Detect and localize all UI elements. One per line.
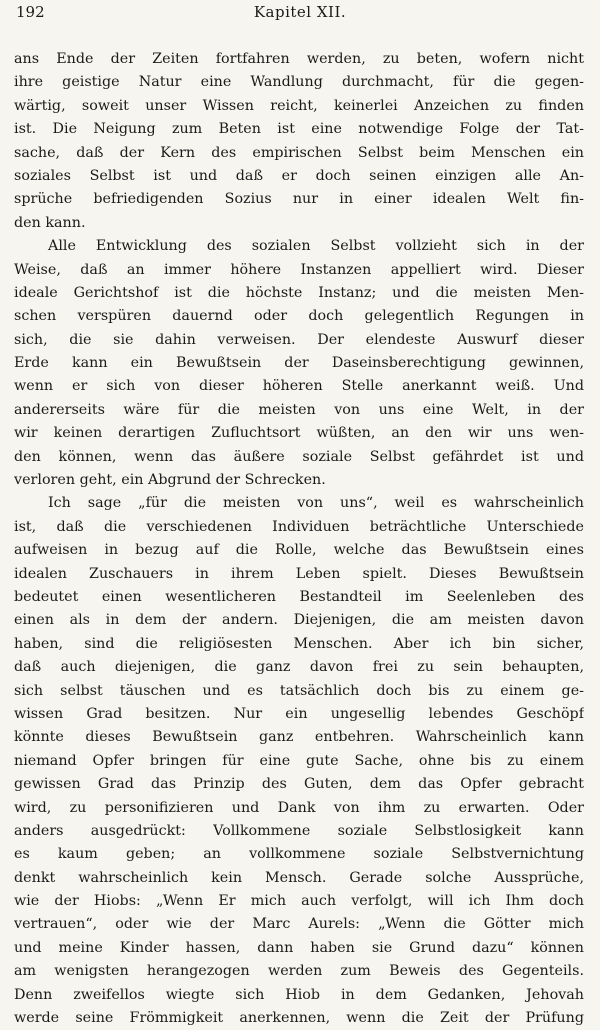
running-head: Kapitel XII. bbox=[253, 3, 347, 21]
text-line: gewissen Grad das Prinzip des Guten, dem das Opfer gebracht bbox=[14, 776, 584, 793]
body-text bbox=[14, 48, 584, 1030]
text-line: ideale Gerichtshof ist die höchste Instanz; und die meisten Men- bbox=[14, 284, 584, 301]
text-line: es kaum geben; an vollkommene soziale Selbstvernichtung bbox=[14, 846, 584, 863]
page-header bbox=[16, 3, 584, 25]
text-line: daß auch diejenigen, die ganz davon frei zu sein behaupten, bbox=[14, 659, 584, 676]
text-line: ist, daß die verschiedenen Individuen beträchtliche Unterschiede bbox=[14, 518, 584, 535]
text-line: Alle Entwicklung des sozialen Selbst vollzieht sich in der bbox=[48, 238, 584, 255]
text-line: wissen Grad besitzen. Nur ein ungesellig lebendes Geschöpf bbox=[14, 705, 584, 722]
text-line: einen als in dem der andern. Diejenigen, die am meisten davon bbox=[14, 612, 584, 629]
text-line: schen verspüren dauernd oder doch gelegentlich Regungen in bbox=[14, 308, 584, 325]
text-line: Weise, daß an immer höhere Instanzen appelliert wird. Dieser bbox=[14, 261, 584, 278]
text-line: am wenigsten herangezogen werden zum Beweis des Gegenteils. bbox=[14, 963, 584, 980]
text-line: wie der Hiobs: „Wenn Er mich auch verfolgt, will ich Ihm doch bbox=[14, 893, 584, 910]
text-line: sich, die sie dahin verweisen. Der elendeste Auswurf dieser bbox=[14, 331, 584, 348]
text-line: bedeutet einen wesentlicheren Bestandteil im Seelenleben des bbox=[14, 588, 584, 605]
text-line: wir keinen derartigen Zufluchtsort wüßten, an den wir uns wen- bbox=[14, 425, 584, 442]
text-line: sich selbst täuschen und es tatsächlich doch bis zu einem ge- bbox=[14, 682, 584, 699]
text-line: aufweisen in bezug auf die Rolle, welche das Bewußtsein eines bbox=[14, 542, 584, 559]
text-line: anders ausgedrückt: Vollkommene soziale Selbstlosigkeit kann bbox=[14, 822, 584, 839]
text-line: niemand Opfer bringen für eine gute Sache, ohne bis zu einem bbox=[14, 752, 584, 769]
page-number: 192 bbox=[16, 3, 45, 21]
text-line: werde seine Frömmigkeit anerkennen, wenn die Zeit der Prüfung bbox=[14, 1010, 584, 1027]
text-line: haben, sind die religiösesten Menschen. Aber ich bin sicher, bbox=[14, 635, 584, 652]
text-line: verloren geht, ein Abgrund der Schrecken. bbox=[14, 472, 326, 489]
text-line: den kann. bbox=[14, 214, 86, 231]
text-line: könnte dieses Bewußtsein ganz entbehren. Wahrscheinlich kann bbox=[14, 729, 584, 746]
text-line: Denn zweifellos wiegte sich Hiob in dem Gedanken, Jehovah bbox=[14, 986, 584, 1003]
text-line: vertrauen“, oder wie der Marc Aurels: „Wenn die Götter mich bbox=[14, 916, 584, 933]
text-line: wenn er sich von dieser höheren Stelle anerkannt weiß. Und bbox=[14, 378, 584, 395]
text-line: Erde kann ein Bewußtsein der Daseinsberechtigung gewinnen, bbox=[14, 355, 584, 372]
text-line: soziales Selbst ist und daß er doch seinen einzigen alle An- bbox=[14, 167, 584, 184]
text-line: sprüche befriedigenden Sozius nur in einer idealen Welt fin- bbox=[14, 191, 584, 208]
text-line: ans Ende der Zeiten fortfahren werden, zu beten, wofern nicht bbox=[14, 51, 584, 67]
text-line: sache, daß der Kern des empirischen Selbst beim Menschen ein bbox=[14, 144, 584, 161]
text-line: andererseits wäre für die meisten von uns eine Welt, in der bbox=[14, 401, 584, 418]
text-line: ist. Die Neigung zum Beten ist eine notwendige Folge der Tat- bbox=[14, 121, 584, 138]
text-line: den können, wenn das äußere soziale Selbst gefährdet ist und bbox=[14, 448, 584, 465]
text-line: wärtig, soweit unser Wissen reicht, keinerlei Anzeichen zu finden bbox=[14, 97, 584, 114]
text-line: idealen Zuschauers in ihrem Leben spielt. Dieses Bewußtsein bbox=[14, 565, 584, 582]
text-line: Ich sage „für die meisten von uns“, weil es wahrscheinlich bbox=[48, 495, 584, 512]
text-line: wird, zu personifizieren und Dank von ihm zu erwarten. Oder bbox=[14, 799, 584, 816]
text-line: und meine Kinder hassen, dann haben sie Grund dazu“ können bbox=[14, 939, 584, 956]
text-line: denkt wahrscheinlich kein Mensch. Gerade solche Aussprüche, bbox=[14, 869, 584, 886]
text-line: ihre geistige Natur eine Wandlung durchmacht, für die gegen- bbox=[14, 74, 584, 91]
